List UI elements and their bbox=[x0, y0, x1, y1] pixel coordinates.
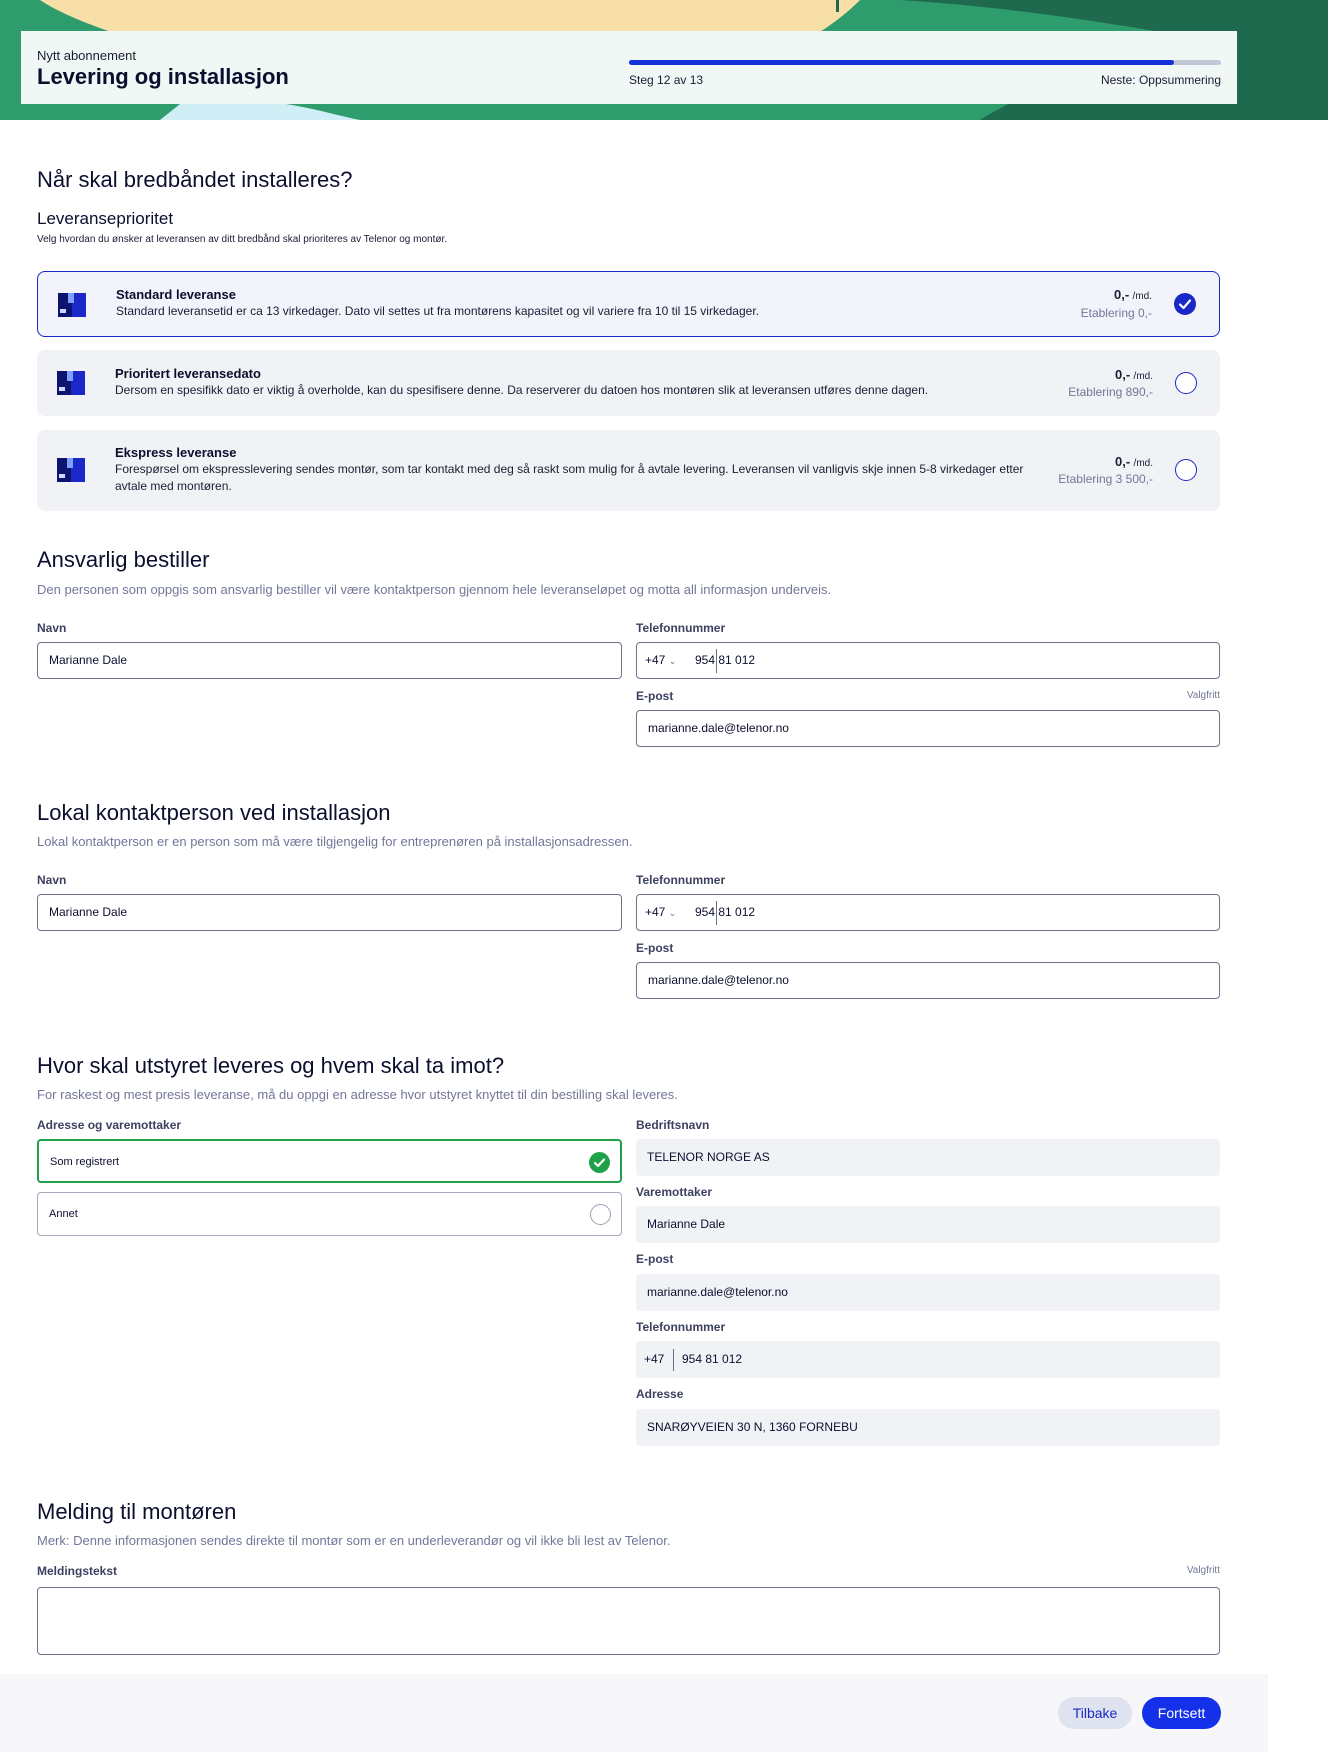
check-icon bbox=[589, 1152, 610, 1173]
orderer-email-label: E-post bbox=[636, 689, 674, 703]
priority-description: Velg hvordan du ønsker at leveransen av ditt bredbånd skal prioriteres av Telenor og montør. bbox=[37, 234, 448, 245]
message-label: Meldingstekst bbox=[37, 1564, 118, 1578]
address-choice-registered[interactable] bbox=[37, 1139, 622, 1183]
orderer-phone-input[interactable] bbox=[636, 642, 1220, 679]
price-unit: /md. bbox=[1133, 371, 1153, 382]
orderer-email-input[interactable]: marianne.dale@telenor.no bbox=[636, 710, 1220, 747]
page-title: Levering og installasjon bbox=[37, 64, 289, 89]
flow-eyebrow: Nytt abonnement bbox=[37, 48, 137, 63]
country-code-select[interactable] bbox=[645, 643, 676, 679]
option-setup-fee: Etablering 0,- bbox=[1080, 306, 1152, 320]
message-description: Merk: Denne informasjonen sendes direkte til montør som er en underleverandør og vil ikke bli lest av Telenor. bbox=[37, 1533, 671, 1548]
check-icon bbox=[1174, 293, 1196, 315]
message-heading: Melding til montøren bbox=[37, 1499, 237, 1524]
delivery-option-standard[interactable] bbox=[37, 271, 1220, 337]
option-price bbox=[1115, 454, 1153, 469]
chevron-down-icon: ⌄ bbox=[668, 656, 677, 666]
price-value: 0,- bbox=[1115, 454, 1131, 469]
option-setup-fee: Etablering 3 500,- bbox=[1058, 472, 1153, 486]
phone-number-value: 954 81 012 bbox=[695, 905, 756, 919]
address-choice-label: Adresse og varemottaker bbox=[37, 1118, 182, 1132]
shipping-email-label: E-post bbox=[636, 1252, 674, 1266]
address-radio-selected[interactable] bbox=[589, 1152, 610, 1173]
phone-number-value: 954 81 012 bbox=[682, 1352, 743, 1366]
delivery-option-express[interactable] bbox=[37, 430, 1220, 511]
address-choice-label-text: Annet bbox=[49, 1208, 78, 1220]
chevron-down-icon: ⌄ bbox=[668, 908, 677, 918]
option-description: Dersom en spesifikk dato er viktig å overholde, kan du spesifisere denne. Da reserverer du datoen hos montøren slik at leveransen utføres denne dagen. bbox=[115, 383, 929, 397]
local-name-input[interactable]: Marianne Dale bbox=[37, 894, 622, 931]
address-radio[interactable] bbox=[590, 1204, 611, 1225]
orderer-heading: Ansvarlig bestiller bbox=[37, 547, 210, 572]
company-label: Bedriftsnavn bbox=[636, 1118, 710, 1132]
address-field: SNARØYVEIEN 30 N, 1360 FORNEBU bbox=[636, 1409, 1220, 1446]
country-code-value: +47 bbox=[645, 905, 666, 919]
recipient-label: Varemottaker bbox=[636, 1185, 713, 1199]
option-description: Standard leveransetid er ca 13 virkedager. Dato vil settes ut fra montørens kapasitet og vil variere fra 10 til 15 virkedager. bbox=[116, 304, 759, 318]
back-button[interactable]: Tilbake bbox=[1058, 1697, 1132, 1729]
next-step-label: Neste: Oppsummering bbox=[1100, 73, 1221, 87]
price-value: 0,- bbox=[1114, 287, 1130, 302]
address-choice-other[interactable] bbox=[37, 1192, 622, 1236]
price-value: 0,- bbox=[1115, 367, 1131, 382]
box-icon bbox=[57, 371, 85, 395]
shipping-phone-label: Telefonnummer bbox=[636, 1320, 726, 1334]
option-title: Ekspress leveranse bbox=[115, 445, 237, 460]
local-phone-input[interactable] bbox=[636, 894, 1220, 931]
option-price bbox=[1114, 287, 1152, 302]
delivery-option-priority[interactable] bbox=[37, 350, 1220, 416]
price-unit: /md. bbox=[1133, 458, 1153, 469]
country-code-value: +47 bbox=[644, 1352, 665, 1366]
hero-banner bbox=[0, 0, 1328, 120]
header-card bbox=[21, 31, 1237, 104]
box-icon bbox=[58, 293, 86, 317]
progress-fill bbox=[629, 60, 1174, 65]
address-choice-label-text: Som registrert bbox=[50, 1156, 120, 1168]
local-email-input[interactable]: marianne.dale@telenor.no bbox=[636, 962, 1220, 999]
progress-bar bbox=[629, 60, 1221, 65]
phone-divider bbox=[673, 1349, 674, 1371]
option-radio[interactable] bbox=[1175, 459, 1197, 481]
orderer-email-optional: Valgfritt bbox=[1186, 690, 1220, 701]
option-setup-fee: Etablering 890,- bbox=[1068, 385, 1153, 399]
price-unit: /md. bbox=[1132, 291, 1152, 302]
local-contact-heading: Lokal kontaktperson ved installasjon bbox=[37, 800, 391, 825]
country-code-select[interactable] bbox=[645, 895, 676, 931]
priority-heading: Leveranseprioritet bbox=[37, 209, 174, 228]
step-indicator: Steg 12 av 13 bbox=[629, 73, 704, 87]
local-phone-label: Telefonnummer bbox=[636, 873, 726, 887]
address-field-label: Adresse bbox=[636, 1387, 684, 1401]
local-contact-description: Lokal kontaktperson er en person som må være tilgjengelig for entreprenøren på installasjonsadressen. bbox=[37, 834, 633, 849]
orderer-name-label: Navn bbox=[37, 621, 67, 635]
orderer-description: Den personen som oppgis som ansvarlig bestiller vil være kontaktperson gjennom hele leveranseløpet og motta all informasjon underveis. bbox=[37, 582, 832, 597]
shipping-phone-field bbox=[636, 1341, 1220, 1378]
country-code-value: +47 bbox=[645, 653, 666, 667]
option-price bbox=[1115, 367, 1153, 382]
company-field: TELENOR NORGE AS bbox=[636, 1139, 1220, 1176]
orderer-phone-label: Telefonnummer bbox=[636, 621, 726, 635]
option-description: Forespørsel om ekspresslevering sendes montør, som tar kontakt med deg så raskt som mulig for å avtale levering. Leveransen vil vanligvis skje innen 5-8 virkedager etter avtale med montøren. bbox=[115, 462, 1024, 493]
orderer-name-input[interactable]: Marianne Dale bbox=[37, 642, 622, 679]
footer-bar bbox=[0, 1674, 1268, 1752]
local-name-label: Navn bbox=[37, 873, 67, 887]
shipping-email-field: marianne.dale@telenor.no bbox=[636, 1274, 1220, 1311]
shipping-description: For raskest og mest presis leveranse, må du oppgi en adresse hvor utstyret knyttet til din bestilling skal leveres. bbox=[37, 1087, 678, 1102]
option-title: Prioritert leveransedato bbox=[115, 366, 261, 381]
recipient-field: Marianne Dale bbox=[636, 1206, 1220, 1243]
phone-number-value: 954 81 012 bbox=[695, 653, 756, 667]
option-radio[interactable] bbox=[1175, 372, 1197, 394]
install-heading: Når skal bredbåndet installeres? bbox=[37, 167, 353, 192]
shipping-heading: Hvor skal utstyret leveres og hvem skal ta imot? bbox=[37, 1053, 505, 1078]
continue-button[interactable]: Fortsett bbox=[1142, 1697, 1221, 1729]
option-radio-selected[interactable] bbox=[1174, 293, 1196, 315]
option-title: Standard leveranse bbox=[116, 287, 236, 302]
message-optional: Valgfritt bbox=[1186, 1565, 1220, 1576]
local-email-label: E-post bbox=[636, 941, 674, 955]
box-icon bbox=[57, 458, 85, 482]
message-textarea[interactable] bbox=[37, 1587, 1220, 1655]
